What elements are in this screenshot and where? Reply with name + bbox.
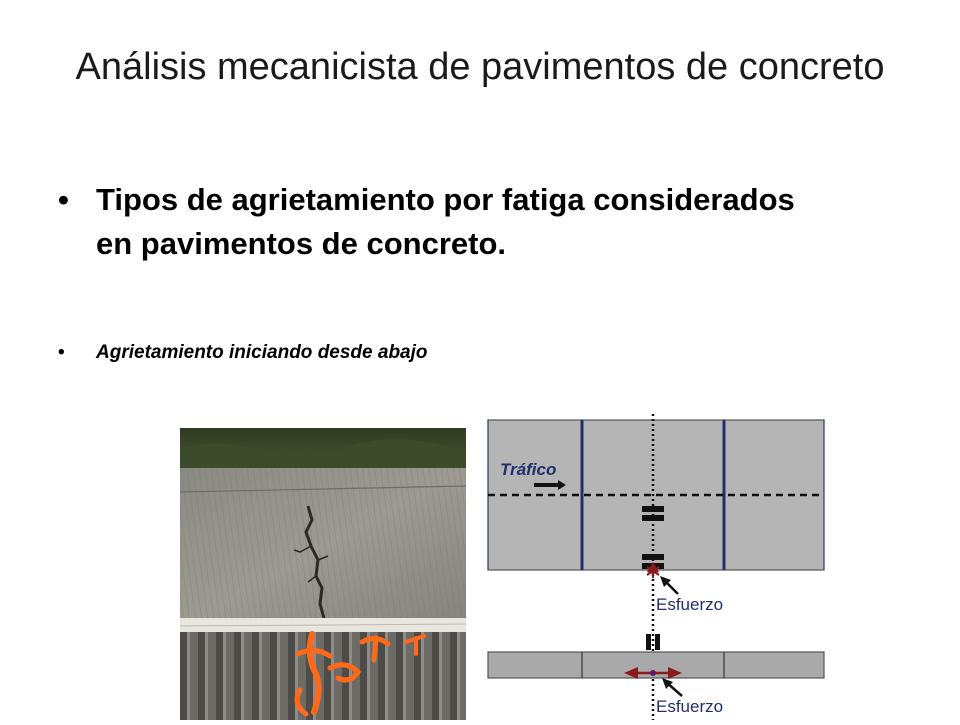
slab-stress-diagram (478, 412, 838, 720)
stress-label-bottom: Esfuerzo (656, 697, 724, 716)
bullet-text: Tipos de agrietamiento por fatiga considerados en pavimentos de concreto. (96, 182, 795, 261)
slide-title: Análisis mecanicista de pavimentos de concreto (75, 46, 885, 88)
wheel-load (642, 515, 664, 521)
traffic-label: Tráfico (500, 460, 557, 479)
bullet-marker: • (58, 342, 65, 363)
cracked-pavement-photo (180, 428, 466, 720)
bullet-fatigue-types (58, 178, 818, 266)
wheel-load-section (646, 634, 651, 650)
bullet-text: Agrietamiento iniciando desde abajo (96, 342, 428, 363)
wheel-load-section (655, 634, 660, 650)
stress-label-top: Esfuerzo (656, 595, 724, 614)
wheel-load (642, 554, 664, 560)
bullet-bottom-up-cracking (58, 338, 818, 368)
wheel-load (642, 506, 664, 512)
bullet-marker: • (58, 182, 69, 217)
